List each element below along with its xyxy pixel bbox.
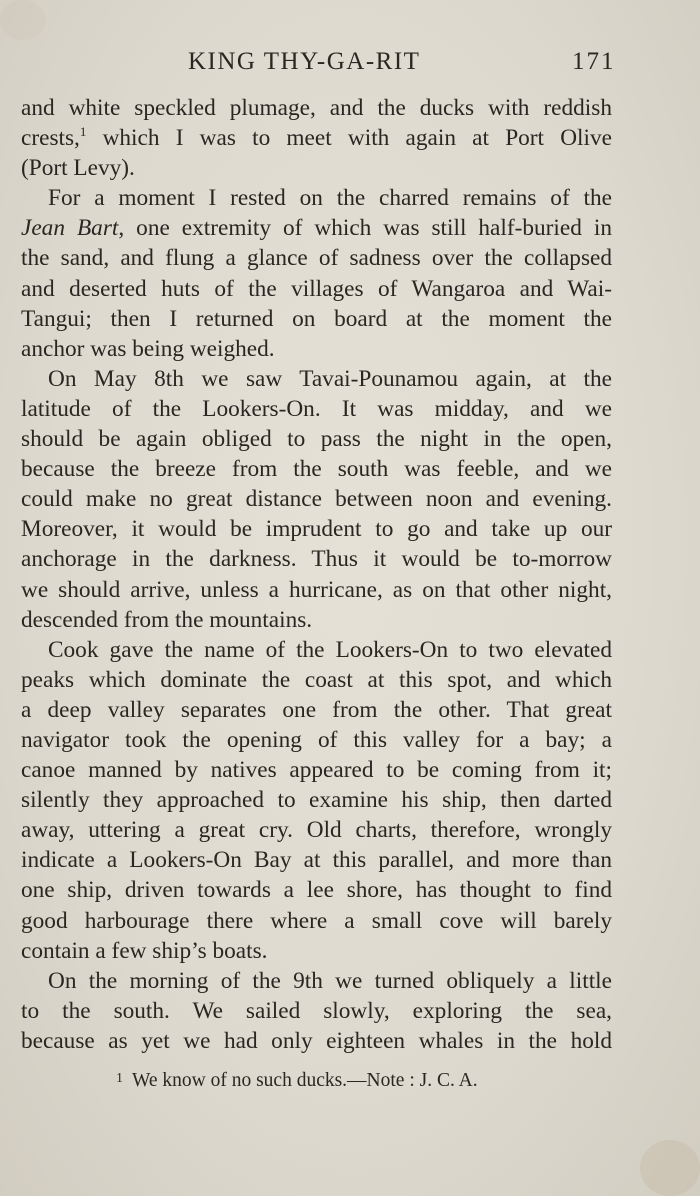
text-line: we should arrive, unless a hurricane, as on that other night, (21, 576, 612, 603)
text-line: should be again obliged to pass the night in the open, (21, 426, 612, 453)
text-line: to the south. We sailed slowly, exploring the sea, (21, 997, 612, 1024)
paper-stain (640, 1140, 700, 1196)
page-number: 171 (572, 48, 616, 75)
running-header (0, 46, 700, 78)
ship-name: Jean Bart (21, 215, 119, 242)
text-line: good harbourage there where a small cove will barely (21, 907, 612, 934)
text-line (21, 213, 612, 243)
text-line: anchorage in the darkness. Thus it would be to-morrow (21, 546, 612, 573)
text-line: Tangui; then I returned on board at the moment the (21, 305, 612, 332)
text-line: anchor was being weighed. (21, 335, 275, 362)
text-line: a deep valley separates one from the other. That great (21, 696, 612, 723)
text-line: because the breeze from the south was feeble, and we (21, 456, 612, 483)
text-line: navigator took the opening of this valley for a bay; a (21, 726, 612, 753)
text-line: (Port Levy). (21, 155, 135, 182)
text-line: one ship, driven towards a lee shore, has thought to find (21, 877, 612, 904)
text-line (21, 123, 612, 153)
body-text (21, 93, 612, 1056)
footnote-marker: 1 (116, 1071, 123, 1086)
text-line-segment: , one extremity of which was still half-buried in (118, 215, 612, 242)
text-line: and white speckled plumage, and the ducks with reddish (21, 95, 612, 121)
text-line: and deserted huts of the villages of Wangaroa and Wai- (21, 275, 612, 302)
text-line: because as yet we had only eighteen whales in the hold (21, 1027, 612, 1054)
text-line-segment: which I was to meet with again at Port Olive (86, 125, 612, 152)
paragraph-first-line: For a moment I rested on the charred remains of the (48, 185, 612, 212)
paragraph-first-line: On May 8th we saw Tavai-Pounamou again, at the (48, 365, 612, 392)
paper-stain (0, 0, 46, 40)
text-line: away, uttering a great cry. Old charts, therefore, wrongly (21, 817, 612, 844)
text-line: descended from the mountains. (21, 606, 313, 633)
text-line: indicate a Lookers-On Bay at this parallel, and more than (21, 847, 612, 874)
footnote-text: We know of no such ducks.—Note : J. C. A. (132, 1070, 478, 1091)
text-line: could make no great distance between noon and evening. (21, 486, 612, 513)
footnote-reference: 1 (79, 124, 87, 140)
text-line: canoe manned by natives appeared to be coming from it; (21, 757, 612, 784)
text-line: peaks which dominate the coast at this spot, and which (21, 666, 612, 693)
footnote (116, 1065, 478, 1095)
text-line: Moreover, it would be imprudent to go and take up our (21, 516, 612, 543)
text-line: silently they approached to examine his ship, then darted (21, 787, 612, 814)
paragraph-first-line: Cook gave the name of the Lookers-On to two elevated (48, 636, 612, 663)
text-line: contain a few ship’s boats. (21, 937, 268, 964)
text-line: latitude of the Lookers-On. It was midday, and we (21, 395, 612, 422)
text-line: the sand, and flung a glance of sadness over the collapsed (21, 245, 612, 272)
text-line-segment: crests, (21, 125, 80, 152)
running-title: KING THY-GA-RIT (188, 48, 421, 75)
paragraph-first-line: On the morning of the 9th we turned obliquely a little (48, 967, 612, 994)
